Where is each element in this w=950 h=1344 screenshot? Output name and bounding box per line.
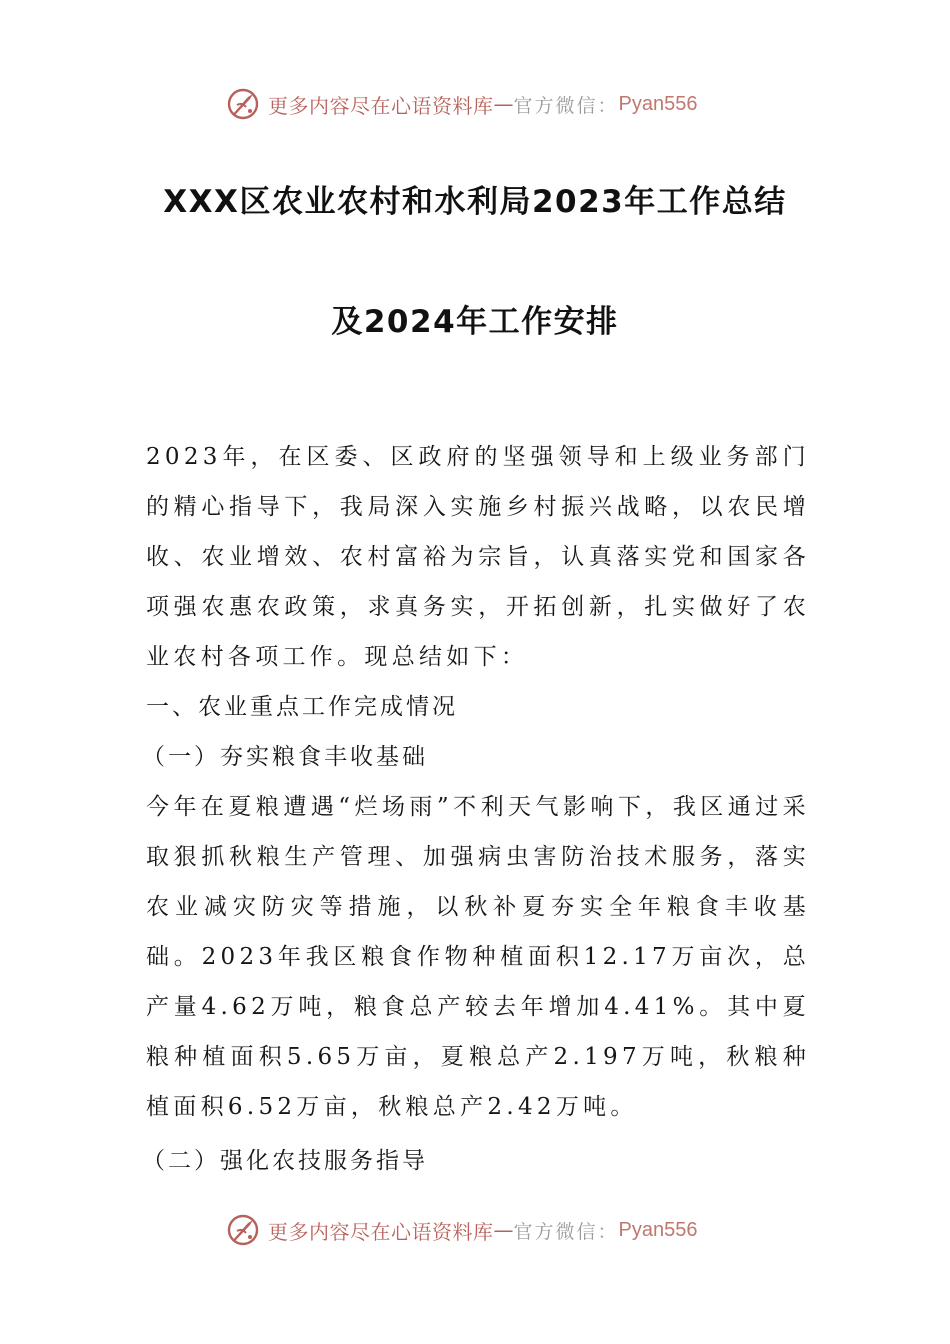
- subsection-1-heading: （一）夯实粮食丰收基础: [142, 744, 428, 770]
- document-body: [142, 432, 810, 1186]
- quill-pen-logo-icon: [226, 87, 260, 121]
- watermark-dash: —: [493, 92, 514, 116]
- watermark-official-label: 官方微信：: [513, 94, 619, 117]
- watermark-wechat-id: Pyan556: [618, 92, 698, 115]
- watermark-wechat-id: Pyan556: [618, 1218, 698, 1241]
- watermark-dash: —: [493, 1218, 514, 1242]
- watermark-banner-bottom: [226, 1210, 697, 1250]
- subsection-2-heading: （二）强化农技服务指导: [142, 1148, 428, 1174]
- intro-paragraph: 2023年，在区委、区政府的坚强领导和上级业务部门的精心指导下，我局深入实施乡村振兴战略，以农民增收、农业增效、农村富裕为宗旨，认真落实党和国家各项强农惠农政策，求真务实，开拓创新，扎实做好了农业农村各项工作。现总结如下：: [146, 444, 810, 670]
- watermark-site-text: 更多内容尽在心语资料库: [268, 1219, 494, 1244]
- subsection-1-paragraph: 今年在夏粮遭遇“烂场雨”不利天气影响下，我区通过采取狠抓秋粮生产管理、加强病虫害防治技术服务，落实农业减灾防灾等措施，以秋补夏夯实全年粮食丰收基础。2023年我区粮食作物种植面积12.17万亩次，总产量4.62万吨，粮食总产较去年增加4.41%。其中夏粮种植面积5.65万亩，夏粮总产2.197万吨，秋粮种植面积6.52万亩，秋粮总产2.42万吨。: [146, 794, 810, 1120]
- document-title-line-2: 及2024年工作安排: [331, 304, 619, 340]
- quill-pen-logo-icon: [226, 1213, 260, 1247]
- document-title-line-1: XXX区农业农村和水利局2023年工作总结: [163, 184, 787, 220]
- watermark-official-label: 官方微信：: [513, 1220, 619, 1243]
- watermark-banner-top: [226, 84, 697, 124]
- section-1-heading: 一、农业重点工作完成情况: [146, 694, 458, 720]
- watermark-site-text: 更多内容尽在心语资料库: [268, 93, 494, 118]
